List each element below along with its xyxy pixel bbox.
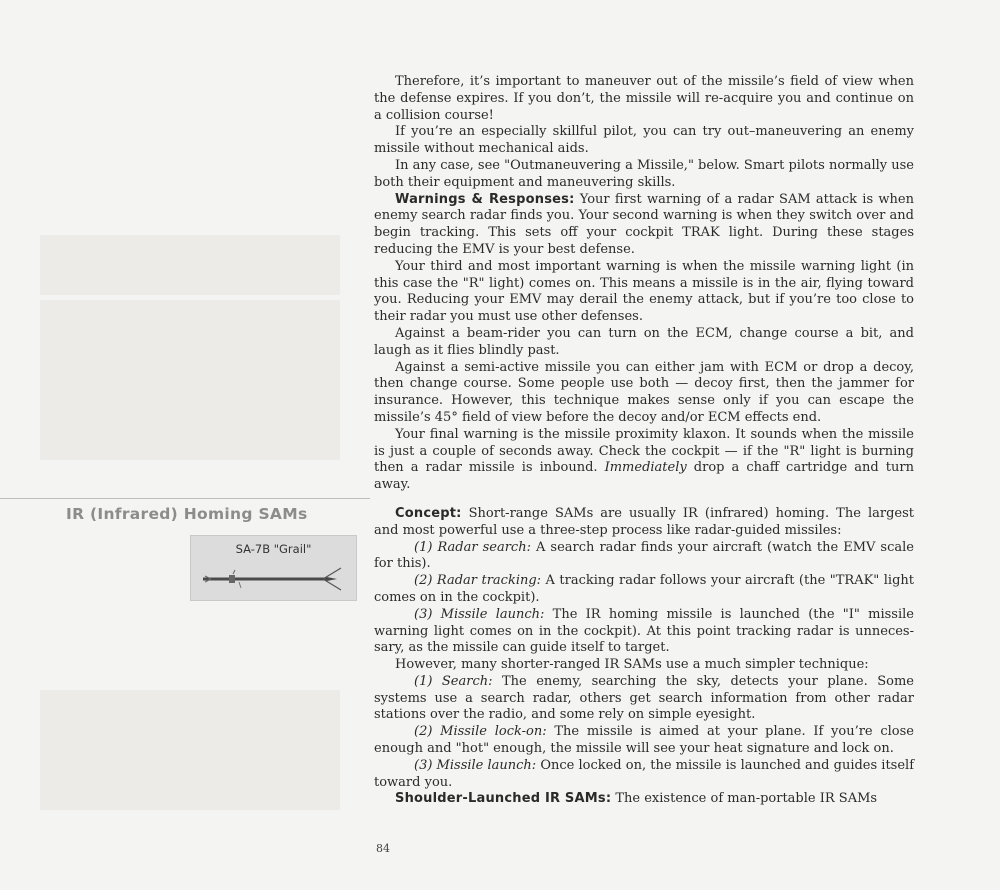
paragraph: However, many shorter-ranged IR SAMs use a much simpler technique:: [395, 657, 869, 673]
page-number: 84: [376, 842, 390, 855]
paragraph-warnings: [374, 192, 914, 259]
step-label: (1) Search:: [414, 673, 493, 689]
paragraph: Therefore, it’s important to maneuver out of the missile’s field of view when the defense expires. If you don’t, the missile will re-acquire you and continue on a collision course!: [374, 74, 914, 123]
paragraph: [374, 427, 914, 494]
shoulder-text: The existence of man-portable IR SAMs: [611, 791, 878, 807]
warnings-text: Your first warning of a radar SAM attack is when enemy search radar finds you. Your second warning is when they switch over and begin tracking. This sets off your cockpit TRAK light. During these stages reducing the EMV is your best defense.: [374, 191, 914, 257]
bleed-through-block: [40, 235, 340, 295]
step-text: The IR homing missile is launched (the "I" missile warning light comes on in the cockpit). At this point tracking radar is unneces-sary, as the missile can guide itself to target.: [374, 606, 914, 656]
p8-italic: Immediately: [604, 460, 687, 476]
missile-icon: [199, 562, 349, 596]
body-text-column: [374, 74, 914, 808]
step: [374, 540, 914, 574]
step-label: (2) Missile lock-on:: [414, 724, 547, 740]
concept-text: Short-range SAMs are usually IR (infrared) homing. The largest and most powerful use a three-step process like radar-guided missiles:: [374, 505, 914, 538]
missile-caption: SA-7B "Grail": [235, 542, 312, 556]
step: [374, 607, 914, 657]
paragraph: Your third and most important warning is when the missile warning light (in this case the "R" light) comes on. This means a missile is in the air, flying toward you. Reducing your EMV may derail the enemy attack, but if you’re too close to their radar you must use other defenses.: [374, 258, 914, 325]
step-text: A tracking radar follows your aircraft (the "TRAK" light comes on in the cockpit).: [374, 573, 914, 605]
step-label: (2) Radar tracking:: [414, 573, 542, 589]
step-text: The enemy, searching the sky, detects your plane. Some systems use a search radar, others get search information from other radar stations over the radio, and some rely on simple eyesight.: [374, 673, 914, 723]
bleed-through-block: [40, 690, 340, 810]
step: [374, 573, 914, 607]
concept-heading: Concept:: [395, 505, 462, 521]
step-label: (1) Radar search:: [414, 539, 531, 555]
paragraph: If you’re an especially skillful pilot, you can try out–maneuvering an enemy missile without mechanical aids.: [374, 124, 914, 157]
paragraph: Against a beam-rider you can turn on the ECM, change course a bit, and laugh as it flies blindly past.: [374, 325, 914, 358]
paragraph-shoulder: [374, 791, 914, 808]
step-label: (3) Missile launch:: [414, 606, 545, 622]
section-heading: IR (Infrared) Homing SAMs: [66, 505, 308, 523]
shoulder-heading: Shoulder-Launched IR SAMs:: [395, 791, 612, 807]
paragraph-concept: [374, 506, 914, 540]
warnings-heading: Warnings & Responses:: [395, 191, 575, 207]
missile-illustration-box: [190, 535, 357, 601]
step-text: A search radar finds your aircraft (watch the EMV scale for this).: [374, 539, 914, 572]
p8-text: Your final warning is the missile proximity klaxon. It sounds when the missile is just a couple of seconds away. Check the cockpit — if the "R" light is burning then a radar missile is inbound.: [374, 426, 914, 476]
paragraph: Against a semi-active missile you can either jam with ECM or drop a decoy, then change course. Some people use both — decoy first, then the jammer for insurance. However, this technique makes sense only if you can escape the missile’s 45° field of view before the decoy and/or ECM effects end.: [374, 359, 914, 425]
step-label: (3) Missile launch:: [414, 757, 537, 773]
section-divider: [0, 498, 370, 499]
p8-text-after: drop a chaff cartridge and turn away.: [374, 460, 914, 493]
step: [374, 674, 914, 724]
step-text: Once locked on, the missile is launched and guides itself toward you.: [374, 757, 915, 790]
bleed-through-block: [40, 300, 340, 460]
step: [374, 724, 914, 758]
step: [374, 758, 914, 792]
step-text: The missile is aimed at your plane. If you’re close enough and "hot" enough, the missile will see your heat signature and lock on.: [374, 724, 914, 757]
paragraph: In any case, see "Outmaneuvering a Missile," below. Smart pilots normally use both their equipment and maneuvering skills.: [374, 157, 914, 190]
